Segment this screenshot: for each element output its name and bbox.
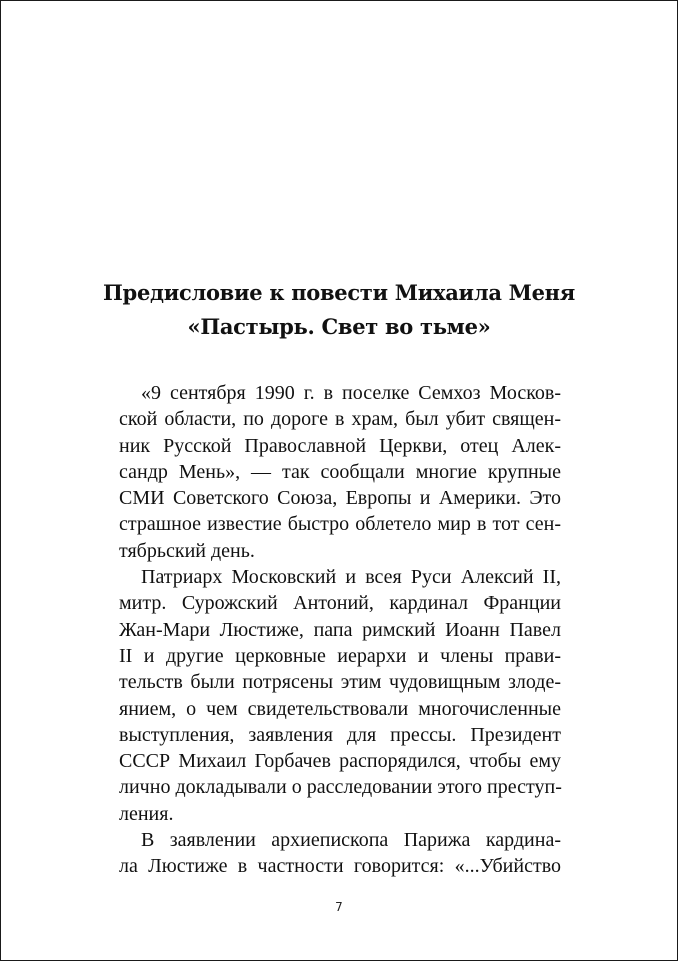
- paragraph-2-line-5: тельств были потрясены этим чудовищным злоде-: [119, 671, 561, 694]
- paragraph-1-line-4: сандр Мень», — так сообщали многие крупные: [119, 460, 561, 483]
- chapter-title-line-1: Предисловие к повести Михаила Меня: [103, 280, 575, 305]
- body-text: [119, 380, 561, 880]
- paragraph-2-line-4: II и другие церковные иерархи и члены прави-: [119, 644, 561, 667]
- paragraph-2-line-1: Патриарх Московский и всея Руси Алексий II,: [141, 566, 561, 589]
- paragraph-2-line-9: лично докладывали о расследовании этого преступ-: [119, 776, 562, 799]
- chapter-title-line-2: «Пастырь. Свет во тьме»: [187, 314, 491, 339]
- paragraph-2-line-6: янием, о чем свидетельствовали многочисленные: [119, 697, 561, 720]
- page-number: 7: [335, 900, 343, 914]
- paragraph-2-line-3: Жан-Мари Люстиже, папа римский Иоанн Павел: [119, 618, 561, 641]
- paragraph-2-line-2: митр. Сурожский Антоний, кардинал Франции: [119, 592, 561, 615]
- paragraph-2-line-8: СССР Михаил Горбачев распорядился, чтобы ему: [119, 750, 561, 773]
- paragraph-1-line-5: СМИ Советского Союза, Европы и Америки. Это: [119, 487, 561, 510]
- paragraph-3-line-1: В заявлении архиепископа Парижа кардина-: [141, 829, 561, 852]
- paragraph-3-line-2: ла Люстиже в частности говорится: «...Убийство: [119, 855, 561, 878]
- paragraph-2-line-7: выступления, заявления для прессы. Президент: [119, 723, 561, 746]
- paragraph-1-line-1: «9 сентября 1990 г. в поселке Семхоз Москов-: [141, 382, 561, 404]
- paragraph-1-line-7: тябрьский день.: [119, 539, 255, 562]
- paragraph-1-line-3: ник Русской Православной Церкви, отец Алек-: [119, 434, 561, 457]
- paragraph-1-line-6: страшное известие быстро облетело мир в тот сен-: [119, 513, 561, 536]
- paragraph-1-line-2: ской области, по дороге в храм, был убит священ-: [119, 408, 561, 431]
- chapter-title: [1, 276, 677, 344]
- paragraph-2-line-10: ления.: [119, 802, 174, 825]
